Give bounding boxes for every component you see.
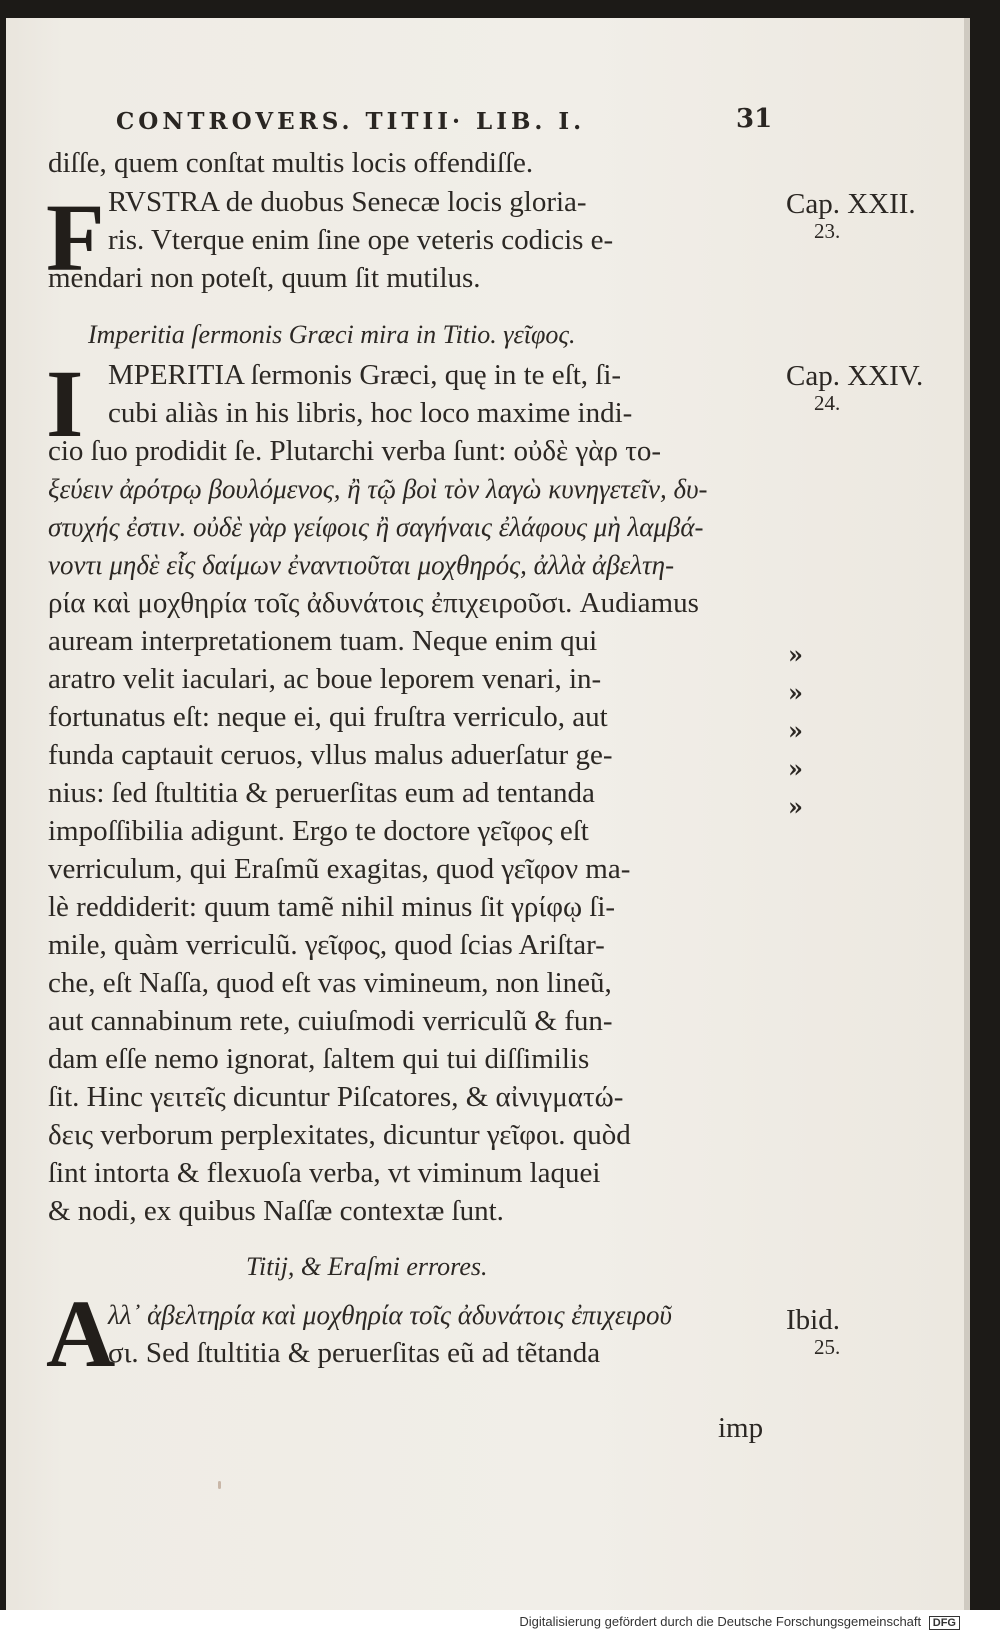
page-edge bbox=[964, 18, 970, 1610]
greek-line: λλ᾽ ἀβελτηρία καὶ μοχθηρία τοῖς ἀδυνάτοις ἐπιχειροῦ bbox=[108, 1300, 672, 1330]
margin-number: 23. bbox=[814, 219, 841, 243]
text-line: che, eſt Naſſa, quod eſt vas vimineum, non lineũ, bbox=[48, 967, 612, 999]
dfg-logo: DFG bbox=[929, 1616, 960, 1630]
book-page bbox=[6, 18, 964, 1610]
text-line: lè reddiderit: quum tamẽ nihil minus ſit γρίφῳ ſi- bbox=[48, 891, 616, 923]
quote-mark: » bbox=[788, 716, 803, 745]
quote-mark: » bbox=[788, 678, 803, 707]
drop-cap-i: I bbox=[46, 350, 84, 457]
text-line: ρία καὶ μοχθηρία τοῖς ἀδυνάτοις ἐπιχειροῦσι. Audiamus bbox=[48, 587, 699, 619]
text-line: σι. Sed ſtultitia & peruerſitas eũ ad tẽtanda bbox=[108, 1337, 601, 1369]
text-line: aut cannabinum rete, cuiuſmodi verriculũ & fun- bbox=[48, 1005, 613, 1037]
greek-line: ξεύειν ἀρότρῳ βουλόμενος, ἢ τῷ βοὶ τὸν λαγὼ κυνηγετεῖν, δυ- bbox=[48, 474, 708, 504]
digitization-credit bbox=[519, 1614, 960, 1630]
margin-chapter: Cap. XXII. bbox=[786, 188, 916, 220]
text-line: fortunatus eſt: neque ei, qui fruſtra verriculo, aut bbox=[48, 701, 608, 733]
quote-mark: » bbox=[788, 792, 803, 821]
text-line: cubi aliàs in his libris, hoc loco maxime indi- bbox=[108, 397, 633, 429]
text-line: ſint intorta & flexuoſa verba, vt viminum laquei bbox=[48, 1157, 601, 1189]
text-line: mendari non poteſt, quum ſit mutilus. bbox=[48, 262, 481, 294]
text-line: δεις verborum perplexitates, dicuntur γεῖφοι. quòd bbox=[48, 1119, 631, 1151]
margin-number: 24. bbox=[814, 391, 841, 415]
margin-note-ibid bbox=[786, 1304, 840, 1360]
catchword: imp bbox=[718, 1412, 764, 1444]
paragraph-frustra bbox=[48, 183, 778, 297]
text-line: diſſe, quem conſtat multis locis offendiſſe. bbox=[48, 147, 534, 179]
margin-chapter: Ibid. bbox=[786, 1304, 840, 1336]
paper-speck bbox=[218, 1481, 221, 1489]
quotation-marks bbox=[788, 636, 803, 826]
text-line: dam eſſe nemo ignorat, ſaltem qui tui diſſimilis bbox=[48, 1043, 590, 1075]
text-line: ſit. Hinc γειτεῖς dicuntur Piſcatores, & αἰνιγματώ- bbox=[48, 1081, 624, 1113]
text-line: ris. Vterque enim ſine ope veteris codicis e- bbox=[108, 224, 614, 256]
section-heading-imperitia: Imperitia ſermonis Græci mira in Titio. γεῖφος. bbox=[88, 320, 576, 349]
paragraph-errores bbox=[48, 1296, 778, 1372]
text-line: RVSTRA de duobus Senecæ locis gloria- bbox=[108, 186, 587, 218]
text-line: verriculum, qui Eraſmũ exagitas, quod γεῖφον ma- bbox=[48, 853, 631, 885]
margin-chapter: Cap. XXIV. bbox=[786, 360, 924, 392]
text-line: funda captauit ceruos, vllus malus aduerſatur ge- bbox=[48, 739, 613, 771]
text-line: cio ſuo prodidit ſe. Plutarchi verba ſunt: οὐδὲ γὰρ το- bbox=[48, 435, 662, 467]
drop-cap-f: F bbox=[46, 184, 105, 291]
text-line: auream interpretationem tuam. Neque enim qui bbox=[48, 625, 598, 657]
quote-mark: » bbox=[788, 640, 803, 669]
text-line: impoſſibilia adigunt. Ergo te doctore γεῖφος eſt bbox=[48, 815, 589, 847]
text-line: aratro velit iaculari, ac boue leporem venari, in- bbox=[48, 663, 602, 695]
continuation-paragraph bbox=[48, 144, 778, 182]
greek-line: στυχής ἐστιν. οὐδὲ γὰρ γείφοις ἢ σαγήναις ἐλάφους μὴ λαμβά- bbox=[48, 512, 704, 542]
page-number: 31 bbox=[736, 104, 773, 134]
margin-number: 25. bbox=[814, 1335, 841, 1359]
text-line: mile, quàm verriculũ. γεῖφος, quod ſcias Ariſtar- bbox=[48, 929, 605, 961]
quote-mark: » bbox=[788, 754, 803, 783]
greek-line: νοντι μηδὲ εἷς δαίμων ἐναντιοῦται μοχθηρός, ἀλλὰ ἀβελτη- bbox=[48, 550, 675, 580]
section-heading-errores: Titij, & Eraſmi errores. bbox=[246, 1252, 488, 1281]
margin-note-cap-xxii bbox=[786, 188, 916, 244]
paragraph-imperitia bbox=[46, 350, 778, 1230]
drop-cap-a: A bbox=[46, 1280, 116, 1387]
text-line: & nodi, ex quibus Naſſæ contextæ ſunt. bbox=[48, 1195, 504, 1227]
running-title: CONTROVERS. TITII· LIB. I. bbox=[116, 108, 586, 135]
text-line: nius: ſed ſtultitia & peruerſitas eum ad tentanda bbox=[48, 777, 595, 809]
text-line: MPERITIA ſermonis Græci, quę in te eſt, ſi- bbox=[108, 359, 622, 391]
credit-text: Digitalisierung gefördert durch die Deutsche Forschungsgemeinschaft bbox=[519, 1614, 922, 1629]
margin-note-cap-xxiv bbox=[786, 360, 923, 416]
